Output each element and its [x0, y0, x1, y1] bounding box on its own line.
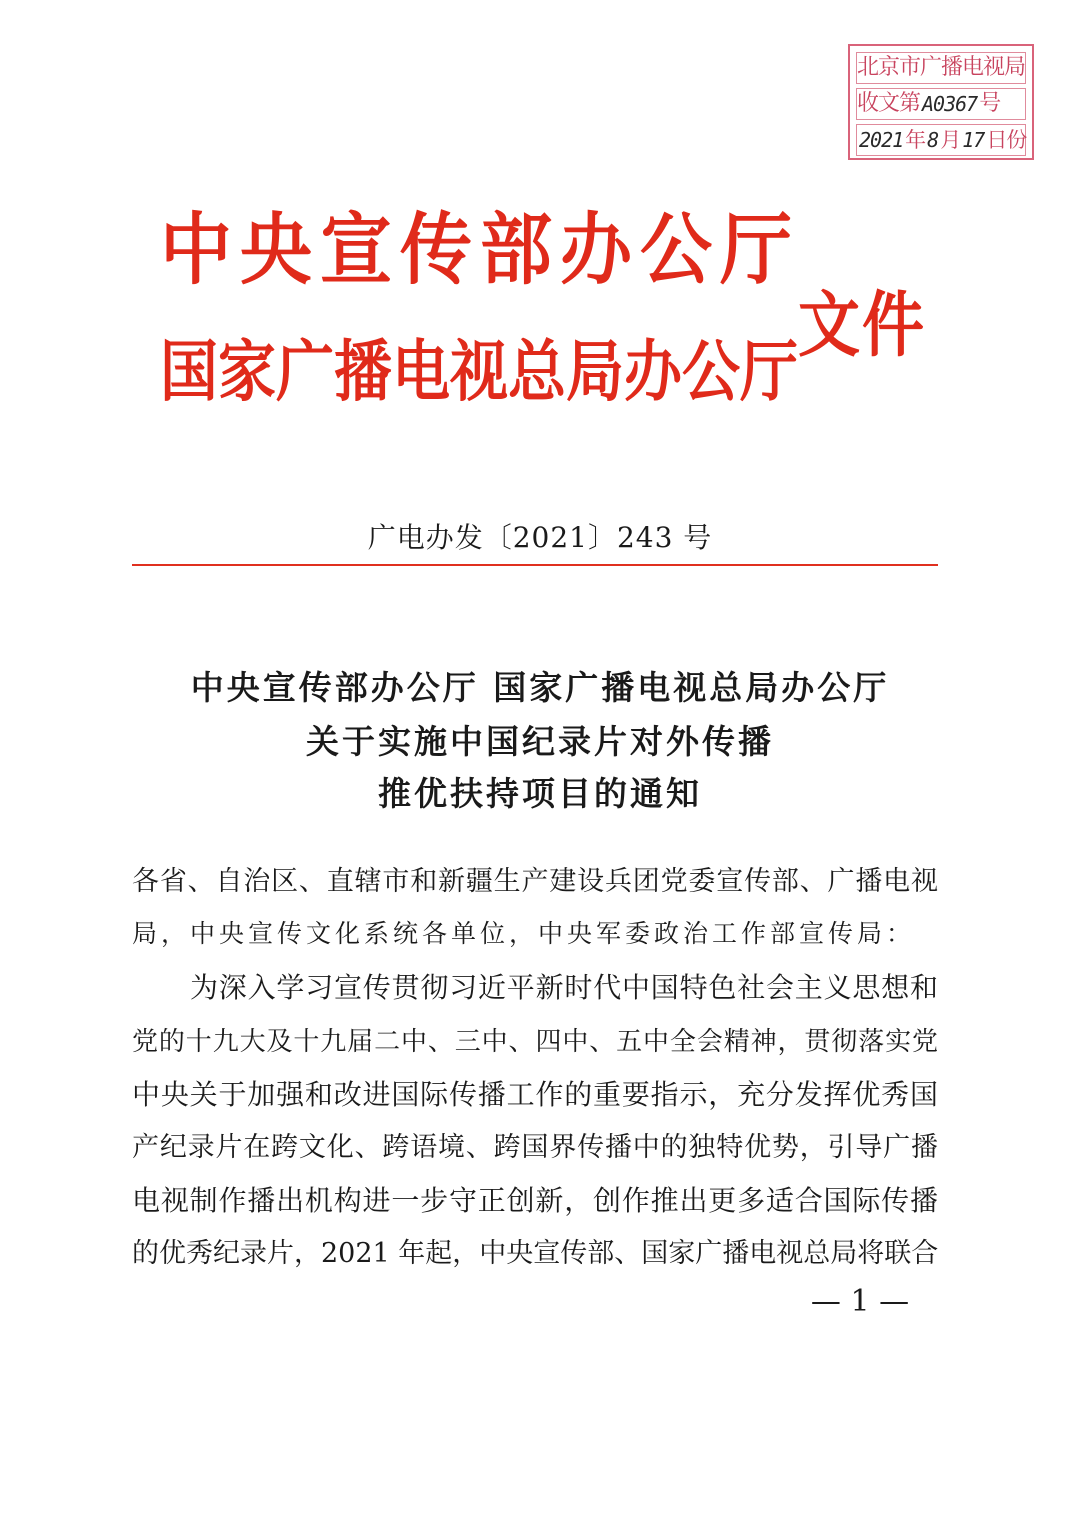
stamp-year: 2021 [859, 128, 904, 152]
document-suffix: 文件 [798, 282, 927, 367]
receipt-stamp [848, 44, 1034, 160]
paragraph-line-2: 党的十九大及十九届二中、三中、四中、五中全会精神，贯彻落实党 [132, 1027, 938, 1057]
paragraph-line-1: 为深入学习宣传贯彻习近平新时代中国特色社会主义思想和 [190, 971, 938, 1004]
stamp-org-row [856, 52, 1026, 84]
paragraph-line-4: 产纪录片在跨文化、跨语境、跨国界传播中的独特优势，引导广播 [132, 1132, 938, 1163]
page-number: — 1 — [810, 1284, 910, 1319]
red-divider-line [132, 564, 938, 566]
addressee-line-2: 局，中央宣传文化系统各单位，中央军委政治工作部宣传局： [132, 919, 916, 948]
issuer-line-1: 中央宣传部办公厅 [160, 204, 801, 295]
document-number: 广电办发〔2021〕243 号 [367, 521, 713, 554]
title-line-2: 关于实施中国纪录片对外传播 [306, 722, 774, 761]
paragraph-line-3: 中央关于加强和改进国际传播工作的重要指示，充分发挥优秀国 [132, 1078, 938, 1111]
stamp-receipt-label: 收文第 [857, 91, 921, 116]
stamp-month-unit: 月 [940, 128, 961, 152]
stamp-year-unit: 年 [905, 128, 926, 152]
stamp-org: 北京市广播电视局 [857, 55, 1026, 80]
stamp-receipt-unit: 号 [979, 91, 1001, 116]
stamp-date-row [856, 124, 1026, 156]
title-line-3: 推优扶持项目的通知 [378, 774, 702, 813]
stamp-day-unit: 日 [986, 128, 1007, 152]
paragraph-line-5: 电视制作播出机构进一步守正创新，创作推出更多适合国际传播 [132, 1184, 938, 1217]
addressee-line-1: 各省、自治区、直辖市和新疆生产建设兵团党委宣传部、广播电视 [132, 866, 938, 897]
paragraph-line-6: 的优秀纪录片，2021 年起，中央宣传部、国家广播电视总局将联合 [132, 1238, 939, 1269]
title-line-1: 中央宣传部办公厅 国家广播电视总局办公厅 [190, 668, 890, 707]
issuer-line-2: 国家广播电视总局办公厅 [160, 332, 799, 411]
stamp-receipt-row [856, 88, 1026, 120]
stamp-copies-unit: 份 [1006, 128, 1027, 152]
stamp-month: 8 [927, 128, 939, 152]
stamp-day: 17 [962, 128, 985, 152]
stamp-receipt-number: A0367 [922, 92, 978, 116]
